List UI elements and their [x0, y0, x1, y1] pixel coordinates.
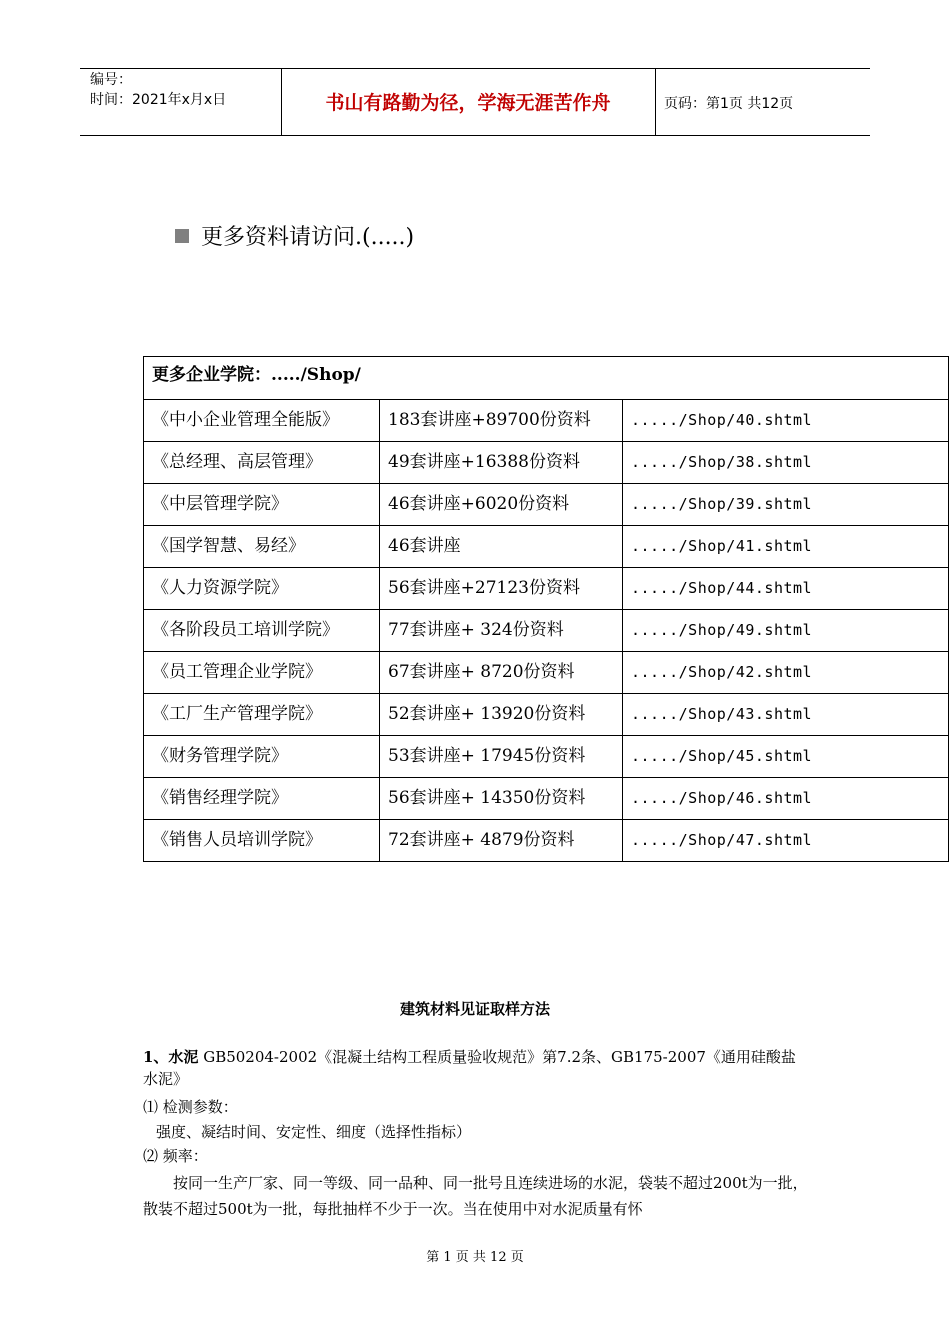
table-row [144, 778, 949, 820]
row-name-cell: 《财务管理学院》 [144, 736, 380, 778]
shop-table [143, 356, 949, 862]
row-url-link[interactable]: ...../Shop/45.shtml [623, 736, 949, 778]
row-name-cell: 《人力资源学院》 [144, 568, 380, 610]
row-name-cell: 《中层管理学院》 [144, 484, 380, 526]
row-name-cell: 《各阶段员工培训学院》 [144, 610, 380, 652]
row-content-cell: 183套讲座+89700份资料 [380, 400, 623, 442]
row-url-link[interactable]: ...../Shop/42.shtml [623, 652, 949, 694]
table-row [144, 652, 949, 694]
page-counter: 页码：第1页 共12页 [664, 96, 794, 112]
row-url-link[interactable]: ...../Shop/38.shtml [623, 442, 949, 484]
visit-line [175, 220, 414, 251]
row-url-link[interactable]: ...../Shop/47.shtml [623, 820, 949, 862]
row-content-cell: 72套讲座+ 4879份资料 [380, 820, 623, 862]
header-info [90, 70, 226, 110]
row-url-link[interactable]: ...../Shop/43.shtml [623, 694, 949, 736]
row-url-link[interactable]: ...../Shop/40.shtml [623, 400, 949, 442]
row-name-cell: 《员工管理企业学院》 [144, 652, 380, 694]
section-standard-text: GB50204-2002《混凝土结构工程质量验收规范》第7.2条、GB175-2007《通用硅酸盐水泥》 [143, 1048, 796, 1088]
row-content-cell: 56套讲座+ 14350份资料 [380, 778, 623, 820]
row-content-cell: 67套讲座+ 8720份资料 [380, 652, 623, 694]
row-name-cell: 《销售人员培训学院》 [144, 820, 380, 862]
table-row [144, 610, 949, 652]
row-name-cell: 《总经理、高层管理》 [144, 442, 380, 484]
page-footer: 第 1 页 共 12 页 [426, 1250, 524, 1265]
row-url-link[interactable]: ...../Shop/39.shtml [623, 484, 949, 526]
header-motto: 书山有路勤为径，学海无涯苦作舟 [325, 92, 611, 114]
row-content-cell: 46套讲座 [380, 526, 623, 568]
row-content-cell: 49套讲座+16388份资料 [380, 442, 623, 484]
table-row [144, 568, 949, 610]
row-content-cell: 77套讲座+ 324份资料 [380, 610, 623, 652]
section-cement-heading [143, 1046, 808, 1090]
row-url-link[interactable]: ...../Shop/41.shtml [623, 526, 949, 568]
table-row [144, 526, 949, 568]
shop-table-header[interactable]: 更多企业学院：...../Shop/ [144, 357, 949, 400]
row-name-cell: 《销售经理学院》 [144, 778, 380, 820]
row-content-cell: 56套讲座+27123份资料 [380, 568, 623, 610]
table-row [144, 400, 949, 442]
section-heading: 1、水泥 [143, 1048, 199, 1066]
item1-label: ⑴ 检测参数： [143, 1098, 238, 1116]
square-bullet-icon [175, 229, 189, 243]
row-name-cell: 《工厂生产管理学院》 [144, 694, 380, 736]
row-name-cell: 《国学智慧、易经》 [144, 526, 380, 568]
row-content-cell: 53套讲座+ 17945份资料 [380, 736, 623, 778]
table-row [144, 694, 949, 736]
row-url-link[interactable]: ...../Shop/44.shtml [623, 568, 949, 610]
row-content-cell: 46套讲座+6020份资料 [380, 484, 623, 526]
row-name-cell: 《中小企业管理全能版》 [144, 400, 380, 442]
number-label: 编号： [90, 72, 132, 88]
header-bottom-rule [80, 135, 870, 136]
item2-label: ⑵ 频率： [143, 1147, 208, 1165]
row-url-link[interactable]: ...../Shop/46.shtml [623, 778, 949, 820]
item2-text: 按同一生产厂家、同一等级、同一品种、同一批号且连续进场的水泥，袋装不超过200t为一批，散装不超过500t为一批，每批抽样不少于一次。当在使用中对水泥质量有怀 [143, 1174, 808, 1218]
row-url-link[interactable]: ...../Shop/49.shtml [623, 610, 949, 652]
time-label: 时间：2021年x月x日 [90, 92, 227, 108]
visit-text[interactable]: 更多资料请访问.(.....) [201, 225, 415, 250]
document-title: 建筑材料见证取样方法 [399, 1000, 550, 1018]
header-divider [655, 68, 656, 135]
table-row [144, 736, 949, 778]
row-content-cell: 52套讲座+ 13920份资料 [380, 694, 623, 736]
table-row [144, 484, 949, 526]
item1-text: 强度、凝结时间、安定性、细度（选择性指标） [156, 1123, 472, 1141]
table-row [144, 442, 949, 484]
table-row [144, 820, 949, 862]
